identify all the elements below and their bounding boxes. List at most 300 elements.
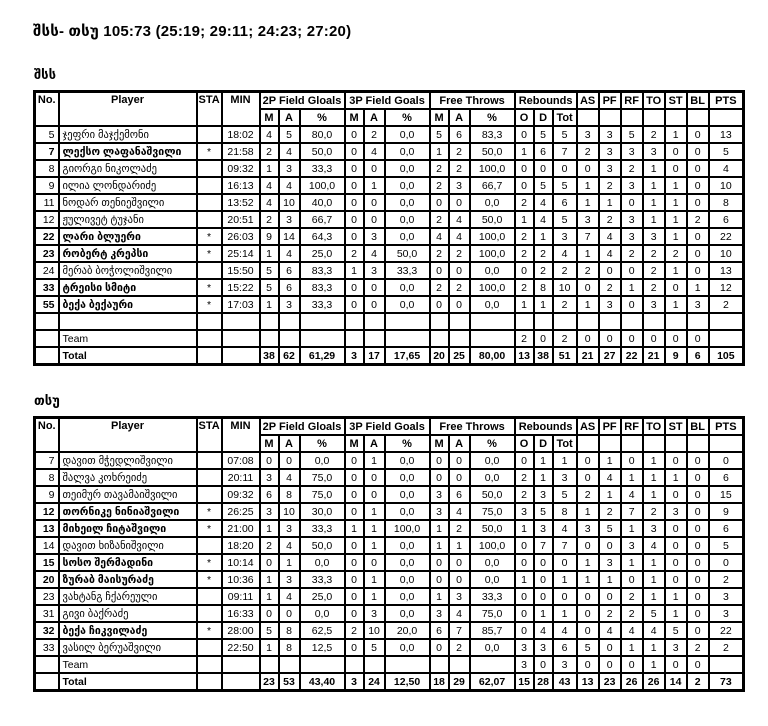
- stat-cell: 3: [449, 177, 470, 194]
- stat-cell: 0: [430, 469, 449, 486]
- empty-header-cell: [577, 435, 599, 452]
- stat-cell: 24: [364, 673, 385, 691]
- stat-cell: 1: [430, 537, 449, 554]
- col-header-2p: 2P Field Gloals: [260, 92, 345, 110]
- stat-cell: [300, 656, 345, 673]
- stat-cell: 2: [515, 279, 534, 296]
- stat-cell: 5: [553, 177, 577, 194]
- player-row: [35, 588, 744, 605]
- stat-cell: 0: [577, 160, 599, 177]
- stat-cell: 4: [279, 537, 300, 554]
- stat-cell: 0: [534, 330, 553, 347]
- stat-cell: 21:58: [222, 143, 260, 160]
- stat-cell: 16:13: [222, 177, 260, 194]
- stat-cell: 100,0: [470, 245, 515, 262]
- stat-cell: 0: [515, 605, 534, 622]
- stat-cell: 4: [279, 469, 300, 486]
- stat-cell: 5: [260, 622, 279, 639]
- stat-cell: 3: [621, 211, 643, 228]
- stat-cell: 0,0: [470, 262, 515, 279]
- stat-cell: 1: [643, 486, 665, 503]
- stat-cell: [260, 330, 279, 347]
- col-header-3p-pct: %: [385, 109, 430, 126]
- stat-cell: 5: [553, 486, 577, 503]
- stat-cell: 3: [279, 571, 300, 588]
- stat-cell: 3: [621, 177, 643, 194]
- stat-cell: 1: [430, 520, 449, 537]
- stat-cell: [364, 330, 385, 347]
- stat-cell: 1: [515, 211, 534, 228]
- stat-cell: 0: [430, 452, 449, 469]
- stat-cell: 1: [687, 279, 709, 296]
- stat-cell: 0: [430, 571, 449, 588]
- stat-cell: 0,0: [385, 554, 430, 571]
- stat-cell: 3: [621, 537, 643, 554]
- stat-cell: 1: [665, 126, 687, 143]
- stat-cell: 0,0: [300, 605, 345, 622]
- stat-cell: 13: [35, 520, 59, 537]
- player-name-cell: მიხეილ ჩიტაშვილი: [59, 520, 197, 537]
- stat-cell: 7: [35, 452, 59, 469]
- stat-cell: 2: [449, 143, 470, 160]
- stat-cell: 1: [577, 503, 599, 520]
- stat-cell: 6: [553, 194, 577, 211]
- stat-cell: 0: [430, 296, 449, 313]
- stat-cell: 0: [534, 588, 553, 605]
- total-row: [35, 673, 744, 691]
- stat-cell: 3: [621, 143, 643, 160]
- stat-cell: 0: [687, 228, 709, 245]
- stat-cell: 2: [599, 279, 621, 296]
- col-header-pf: PF: [599, 418, 621, 436]
- stat-cell: 2: [599, 177, 621, 194]
- stat-cell: [449, 313, 470, 330]
- stat-cell: 4: [599, 622, 621, 639]
- stat-cell: 1: [643, 160, 665, 177]
- stat-cell: 5: [577, 639, 599, 656]
- stat-cell: 0: [515, 554, 534, 571]
- stat-cell: 1: [621, 469, 643, 486]
- stat-cell: 2: [553, 262, 577, 279]
- stat-cell: 30,0: [300, 503, 345, 520]
- empty-header-cell: [709, 109, 744, 126]
- player-row: [35, 262, 744, 279]
- stat-cell: *: [197, 143, 222, 160]
- stat-cell: 38: [260, 347, 279, 365]
- player-row: [35, 571, 744, 588]
- stat-cell: 3: [643, 228, 665, 245]
- stat-cell: 1: [260, 245, 279, 262]
- stat-cell: 0: [345, 228, 364, 245]
- player-row: [35, 160, 744, 177]
- stat-cell: 2: [709, 571, 744, 588]
- stat-cell: [385, 330, 430, 347]
- stat-cell: 4: [709, 160, 744, 177]
- stat-cell: 9: [35, 486, 59, 503]
- stat-cell: 3: [599, 554, 621, 571]
- stat-cell: 0: [364, 211, 385, 228]
- stat-cell: 2: [577, 262, 599, 279]
- stat-cell: [197, 639, 222, 656]
- stat-cell: 4: [553, 520, 577, 537]
- team-section-away: [33, 393, 737, 692]
- stat-cell: 0: [577, 622, 599, 639]
- stat-cell: 4: [364, 245, 385, 262]
- stat-cell: 33,3: [385, 262, 430, 279]
- player-name-cell: სოსო შერმადინი: [59, 554, 197, 571]
- stat-cell: 0: [621, 296, 643, 313]
- stat-cell: 0: [515, 452, 534, 469]
- col-header-ft-pct: %: [470, 109, 515, 126]
- stat-cell: 0: [345, 554, 364, 571]
- stat-cell: 6: [430, 622, 449, 639]
- stat-cell: 14: [665, 673, 687, 691]
- stat-cell: 0,0: [385, 126, 430, 143]
- stat-cell: 10:14: [222, 554, 260, 571]
- player-name-cell: თორნიკე ნინიაშვილი: [59, 503, 197, 520]
- stat-cell: 1: [449, 537, 470, 554]
- stat-cell: 0: [515, 126, 534, 143]
- stat-cell: 3: [515, 656, 534, 673]
- col-header-3p-m: M: [345, 435, 364, 452]
- stat-cell: 23: [35, 588, 59, 605]
- team-row: [35, 656, 744, 673]
- stat-cell: 1: [364, 537, 385, 554]
- stat-cell: 5: [599, 520, 621, 537]
- stat-cell: 66,7: [470, 177, 515, 194]
- stat-cell: 1: [643, 588, 665, 605]
- stat-cell: 33,3: [470, 588, 515, 605]
- empty-header-cell: [599, 435, 621, 452]
- stat-cell: 18:02: [222, 126, 260, 143]
- stat-cell: 5: [553, 211, 577, 228]
- col-header-rf: RF: [621, 92, 643, 110]
- stat-cell: [197, 605, 222, 622]
- stat-cell: 0,0: [385, 279, 430, 296]
- stat-cell: 9: [35, 177, 59, 194]
- stat-cell: 2: [515, 228, 534, 245]
- stat-cell: 1: [345, 520, 364, 537]
- stat-cell: 0: [687, 143, 709, 160]
- stat-cell: 0: [599, 588, 621, 605]
- player-row: [35, 177, 744, 194]
- stat-cell: 3: [260, 469, 279, 486]
- stat-cell: [430, 330, 449, 347]
- stat-cell: 3: [534, 486, 553, 503]
- stat-cell: 62,5: [300, 622, 345, 639]
- col-header-ft-m: M: [430, 109, 449, 126]
- stat-cell: 12: [709, 279, 744, 296]
- stat-cell: 1: [534, 469, 553, 486]
- stat-cell: 23: [35, 245, 59, 262]
- stat-cell: 9: [260, 228, 279, 245]
- stat-cell: 4: [599, 245, 621, 262]
- stat-cell: 2: [430, 177, 449, 194]
- stat-cell: 0: [279, 452, 300, 469]
- col-header-reb: Rebounds: [515, 92, 577, 110]
- player-name-cell: დავით ხიზანიშვილი: [59, 537, 197, 554]
- stat-cell: 0: [687, 486, 709, 503]
- stat-cell: 0,0: [385, 469, 430, 486]
- stat-cell: 3: [709, 605, 744, 622]
- col-header-bl: BL: [687, 418, 709, 436]
- stat-cell: 33,3: [300, 571, 345, 588]
- stat-cell: 1: [599, 194, 621, 211]
- stat-cell: 0: [345, 503, 364, 520]
- stat-cell: 09:32: [222, 486, 260, 503]
- stat-cell: 3: [709, 588, 744, 605]
- stat-cell: 14: [279, 228, 300, 245]
- stat-cell: 1: [364, 503, 385, 520]
- stat-cell: 0: [643, 330, 665, 347]
- stat-cell: 1: [621, 639, 643, 656]
- stat-cell: 1: [260, 588, 279, 605]
- col-header-2p-m: M: [260, 435, 279, 452]
- stat-cell: 61,29: [300, 347, 345, 365]
- stat-cell: 0: [621, 330, 643, 347]
- stat-cell: 6: [279, 262, 300, 279]
- stat-cell: 32: [35, 622, 59, 639]
- player-row: [35, 126, 744, 143]
- stat-cell: 0,0: [385, 143, 430, 160]
- player-name-cell: Team: [59, 656, 197, 673]
- stat-cell: 3: [279, 160, 300, 177]
- stat-cell: 3: [364, 262, 385, 279]
- stat-cell: [345, 656, 364, 673]
- col-header-3p-a: A: [364, 109, 385, 126]
- stat-cell: [470, 330, 515, 347]
- stat-cell: 0: [621, 262, 643, 279]
- stat-cell: 0: [599, 639, 621, 656]
- stat-cell: 8: [279, 639, 300, 656]
- stat-cell: 5: [534, 503, 553, 520]
- stat-cell: 31: [35, 605, 59, 622]
- stat-cell: 6: [687, 347, 709, 365]
- stat-cell: 0: [364, 486, 385, 503]
- stat-cell: 3: [643, 143, 665, 160]
- stat-cell: 50,0: [385, 245, 430, 262]
- player-name-cell: ჟულივეტ ტუჯანი: [59, 211, 197, 228]
- stat-cell: 0: [364, 554, 385, 571]
- stat-cell: 0: [577, 330, 599, 347]
- stat-cell: 1: [643, 177, 665, 194]
- stat-cell: 6: [709, 469, 744, 486]
- stat-cell: 1: [515, 520, 534, 537]
- player-name-cell: [59, 313, 197, 330]
- stat-cell: 13: [577, 673, 599, 691]
- table-body-home: [35, 126, 744, 365]
- stat-cell: 0,0: [385, 228, 430, 245]
- col-header-reb-d: D: [534, 435, 553, 452]
- player-name-cell: ვასილ ბერუაშვილი: [59, 639, 197, 656]
- col-header-3p-pct: %: [385, 435, 430, 452]
- stat-cell: 3: [345, 673, 364, 691]
- stat-cell: 1: [364, 177, 385, 194]
- empty-row: [35, 313, 744, 330]
- stat-cell: [300, 330, 345, 347]
- player-row: [35, 245, 744, 262]
- stat-cell: 26:25: [222, 503, 260, 520]
- stat-cell: 8: [709, 194, 744, 211]
- stat-cell: 3: [577, 126, 599, 143]
- col-header-2p-a: A: [279, 109, 300, 126]
- stat-cell: 0: [687, 622, 709, 639]
- col-header-reb-tot: Tot: [553, 109, 577, 126]
- stat-cell: 1: [515, 296, 534, 313]
- stat-cell: 4: [279, 143, 300, 160]
- player-name-cell: ჯეფრი მაჯქემონი: [59, 126, 197, 143]
- stat-cell: 4: [279, 245, 300, 262]
- player-name-cell: Total: [59, 673, 197, 691]
- stat-cell: 6: [449, 126, 470, 143]
- stat-cell: 9: [665, 347, 687, 365]
- stat-cell: 2: [449, 160, 470, 177]
- stat-cell: 105: [709, 347, 744, 365]
- stat-cell: 33,3: [300, 160, 345, 177]
- player-name-cell: ლექსო ლაფანაშვილი: [59, 143, 197, 160]
- stat-cell: 33,3: [300, 296, 345, 313]
- col-header-min: MIN: [222, 418, 260, 453]
- stat-cell: [345, 330, 364, 347]
- stat-cell: 21:00: [222, 520, 260, 537]
- stat-cell: 0: [553, 160, 577, 177]
- stat-cell: 2: [345, 622, 364, 639]
- stat-cell: 8: [279, 486, 300, 503]
- stat-cell: *: [197, 520, 222, 537]
- stat-cell: 1: [515, 571, 534, 588]
- stat-cell: 25,0: [300, 588, 345, 605]
- stat-cell: 1: [621, 279, 643, 296]
- player-name-cell: ბექა ჩიკვილაძე: [59, 622, 197, 639]
- stat-cell: [709, 313, 744, 330]
- stat-cell: 83,3: [300, 262, 345, 279]
- stat-cell: 0: [687, 126, 709, 143]
- stat-cell: 0,0: [470, 194, 515, 211]
- stat-cell: 2: [553, 330, 577, 347]
- stat-cell: 1: [260, 520, 279, 537]
- stat-cell: 50,0: [300, 537, 345, 554]
- stat-cell: 0,0: [385, 194, 430, 211]
- stat-cell: 1: [553, 605, 577, 622]
- stat-cell: 5: [260, 279, 279, 296]
- stat-cell: 4: [260, 194, 279, 211]
- col-header-player: Player: [59, 92, 197, 127]
- stat-cell: 8: [35, 469, 59, 486]
- stat-cell: 09:11: [222, 588, 260, 605]
- stat-cell: [197, 537, 222, 554]
- stat-cell: 55: [35, 296, 59, 313]
- stat-cell: 10: [553, 279, 577, 296]
- stat-cell: 0: [687, 520, 709, 537]
- boxscore-table-away: [33, 416, 745, 692]
- player-name-cell: ზურაბ მაისურაძე: [59, 571, 197, 588]
- player-row: [35, 520, 744, 537]
- player-name-cell: ილია ლონდარიძე: [59, 177, 197, 194]
- empty-header-cell: [599, 109, 621, 126]
- col-header-3p: 3P Field Goals: [345, 92, 430, 110]
- stat-cell: 0: [364, 279, 385, 296]
- stat-cell: [385, 313, 430, 330]
- stat-cell: 3: [515, 639, 534, 656]
- stat-cell: 9: [709, 503, 744, 520]
- stat-cell: *: [197, 503, 222, 520]
- stat-cell: 4: [534, 211, 553, 228]
- stat-cell: [260, 656, 279, 673]
- stat-cell: 3: [643, 296, 665, 313]
- stat-cell: 33: [35, 639, 59, 656]
- stat-cell: 0: [687, 452, 709, 469]
- stat-cell: 6: [279, 279, 300, 296]
- stat-cell: 20:11: [222, 469, 260, 486]
- stat-cell: 3: [279, 211, 300, 228]
- col-header-3p-a: A: [364, 435, 385, 452]
- stat-cell: 2: [553, 296, 577, 313]
- stat-cell: 0: [665, 486, 687, 503]
- stat-cell: 7: [621, 503, 643, 520]
- empty-header-cell: [577, 109, 599, 126]
- stat-cell: 2: [515, 486, 534, 503]
- stat-cell: 0: [345, 296, 364, 313]
- player-row: [35, 537, 744, 554]
- stat-cell: 15: [709, 486, 744, 503]
- col-header-reb-d: D: [534, 109, 553, 126]
- stat-cell: 0: [599, 537, 621, 554]
- stat-cell: 1: [534, 296, 553, 313]
- stat-cell: 1: [364, 520, 385, 537]
- stat-cell: 2: [515, 245, 534, 262]
- stat-cell: 3: [599, 143, 621, 160]
- stat-cell: [621, 313, 643, 330]
- player-name-cell: დავით მჭედლიშვილი: [59, 452, 197, 469]
- player-name-cell: მერაბ ბოჭოლიშვილი: [59, 262, 197, 279]
- player-row: [35, 228, 744, 245]
- stat-cell: 10:36: [222, 571, 260, 588]
- stat-cell: 1: [577, 194, 599, 211]
- stat-cell: 2: [345, 245, 364, 262]
- stat-cell: 8: [534, 279, 553, 296]
- stat-cell: 13:52: [222, 194, 260, 211]
- stat-cell: 3: [430, 486, 449, 503]
- player-name-cell: ბექა ბექაური: [59, 296, 197, 313]
- col-header-reb: Rebounds: [515, 418, 577, 436]
- stat-cell: 26: [621, 673, 643, 691]
- col-header-no: No.: [35, 418, 59, 453]
- stat-cell: 22:50: [222, 639, 260, 656]
- stat-cell: 0: [364, 160, 385, 177]
- stat-cell: 1: [643, 656, 665, 673]
- col-header-rf: RF: [621, 418, 643, 436]
- stat-cell: 80,00: [470, 347, 515, 365]
- stat-cell: 3: [577, 520, 599, 537]
- stat-cell: [197, 673, 222, 691]
- stat-cell: 2: [687, 639, 709, 656]
- stat-cell: 0: [665, 537, 687, 554]
- stat-cell: 16:33: [222, 605, 260, 622]
- stat-cell: 3: [553, 656, 577, 673]
- stat-cell: 0: [665, 279, 687, 296]
- table-header: [35, 418, 744, 453]
- stat-cell: 4: [449, 503, 470, 520]
- stat-cell: 2: [534, 262, 553, 279]
- stat-cell: 20:51: [222, 211, 260, 228]
- stat-cell: 2: [621, 245, 643, 262]
- stat-cell: 12,5: [300, 639, 345, 656]
- stat-cell: [222, 347, 260, 365]
- player-name-cell: შალვა კოხრეიძე: [59, 469, 197, 486]
- empty-header-cell: [687, 435, 709, 452]
- stat-cell: 3: [553, 228, 577, 245]
- stat-cell: 0: [515, 537, 534, 554]
